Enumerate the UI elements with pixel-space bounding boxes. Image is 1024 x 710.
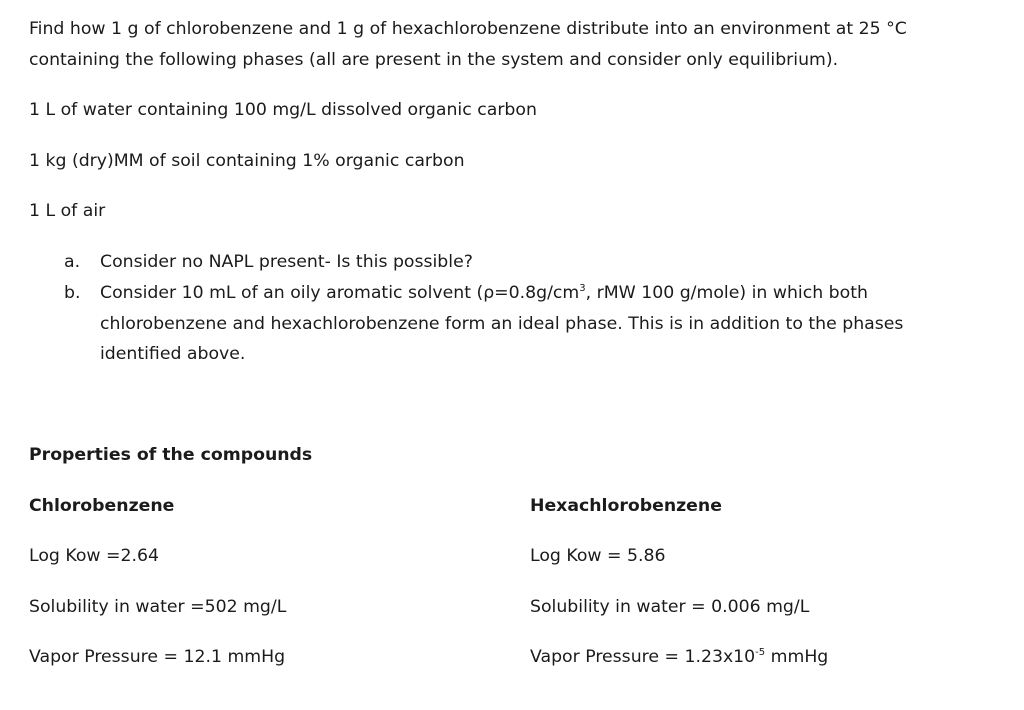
- hexachlorobenzene-log-kow: Log Kow = 5.86: [530, 546, 666, 566]
- hexachlorobenzene-solubility: Solubility in water = 0.006 mg/L: [530, 597, 810, 617]
- exponent-superscript: -5: [755, 647, 766, 658]
- part-a-text: Consider no NAPL present- Is this possible?: [100, 252, 473, 272]
- part-b-line-2: chlorobenzene and hexachlorobenzene form an ideal phase. This is in addition to the phases: [100, 314, 904, 334]
- hexachlorobenzene-vp-unit: mmHg: [765, 647, 829, 667]
- chlorobenzene-solubility: Solubility in water =502 mg/L: [29, 597, 287, 617]
- phase-soil: 1 kg (dry)MM of soil containing 1% organic carbon: [29, 151, 465, 171]
- cubic-superscript: 3: [579, 283, 586, 294]
- hexachlorobenzene-vp-text: Vapor Pressure = 1.23x10: [530, 647, 756, 667]
- part-b-line-3: identified above.: [100, 344, 246, 364]
- part-a-marker: a.: [64, 252, 81, 272]
- part-b-line-1: [100, 282, 868, 304]
- intro-line-2: containing the following phases (all are present in the system and consider only equilibrium).: [29, 50, 839, 70]
- hexachlorobenzene-heading: Hexachlorobenzene: [530, 496, 722, 516]
- phase-water: 1 L of water containing 100 mg/L dissolved organic carbon: [29, 100, 537, 120]
- chlorobenzene-heading: Chlorobenzene: [29, 496, 175, 516]
- part-b-line-1-rest: , rMW 100 g/mole) in which both: [585, 283, 868, 303]
- properties-heading: Properties of the compounds: [29, 445, 313, 465]
- chlorobenzene-vapor-pressure: Vapor Pressure = 12.1 mmHg: [29, 647, 286, 667]
- phase-air: 1 L of air: [29, 201, 106, 221]
- part-b-line-1-text: Consider 10 mL of an oily aromatic solvent (ρ=0.8g/cm: [100, 283, 580, 303]
- intro-line-1: Find how 1 g of chlorobenzene and 1 g of hexachlorobenzene distribute into an environment at 25 °C: [29, 19, 907, 39]
- part-b-marker: b.: [64, 283, 81, 303]
- hexachlorobenzene-vapor-pressure: [530, 646, 828, 668]
- chlorobenzene-log-kow: Log Kow =2.64: [29, 546, 159, 566]
